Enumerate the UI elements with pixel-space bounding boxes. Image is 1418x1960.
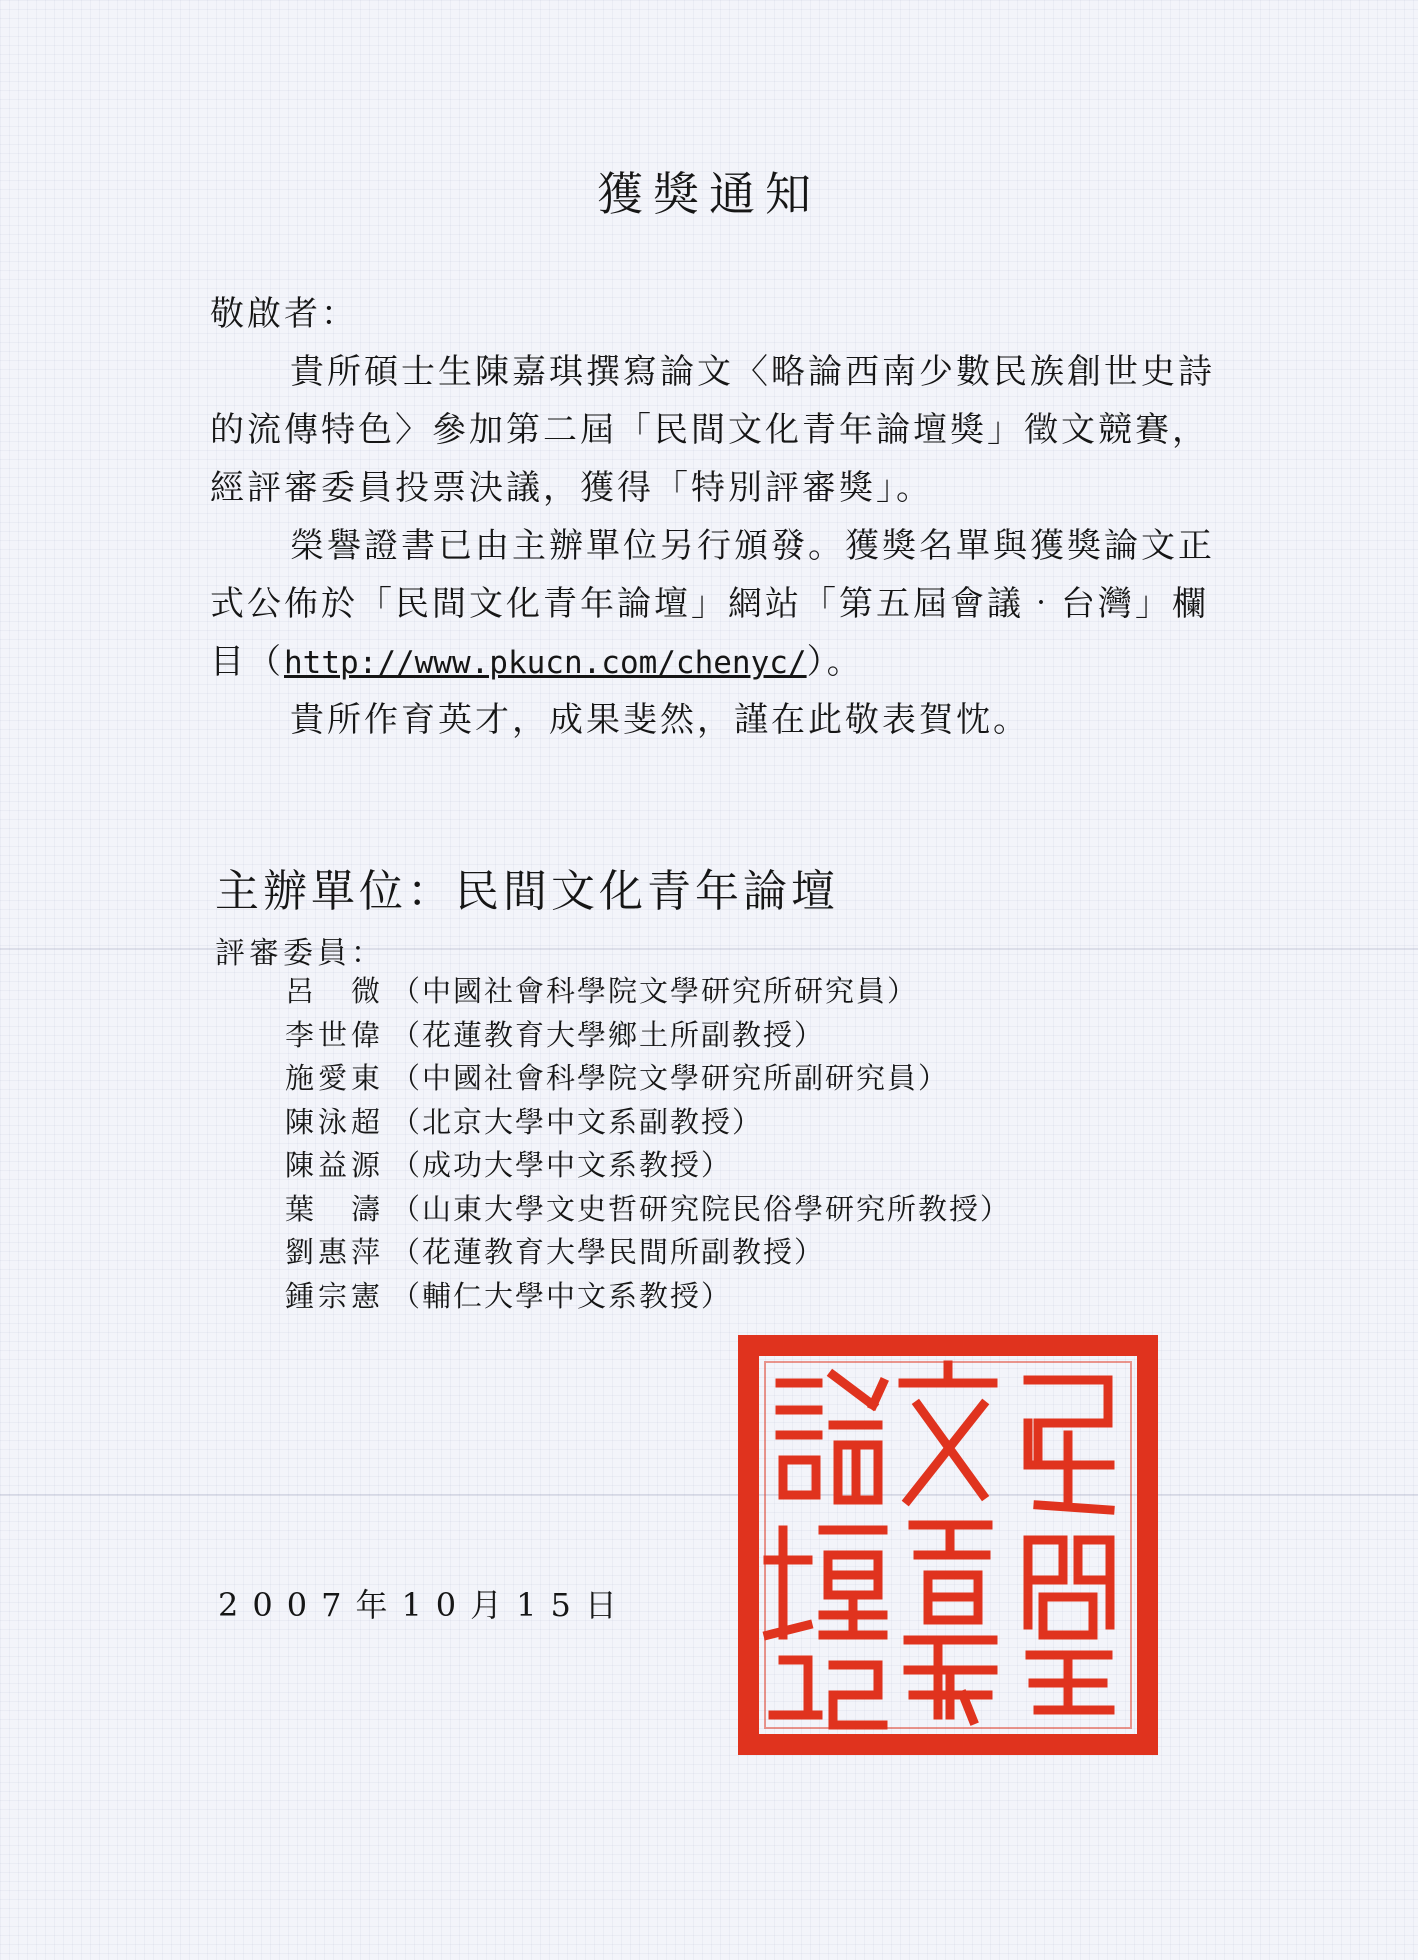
website-link[interactable]: http://www.pkucn.com/chenyc/ xyxy=(284,645,807,681)
judge-item xyxy=(285,970,1185,1014)
judge-affiliation: （花蓮教育大學民間所副教授） xyxy=(391,1235,826,1269)
paragraph-publication-text: 榮譽證書已由主辦單位另行頒發。獲獎名單與獲獎論文正式公佈於「民間文化青年論壇」網站「第五屆會議‧台灣」欄目（ xyxy=(210,526,1215,682)
judge-name: 劉惠萍 xyxy=(285,1235,385,1269)
organizer-label: 主辦單位： xyxy=(215,866,455,917)
paragraph-publication xyxy=(210,517,1220,692)
judge-item xyxy=(285,1188,1185,1232)
organizer-seal-stamp xyxy=(738,1335,1158,1755)
judges-label: 評審委員： xyxy=(215,936,385,971)
judge-name: 李世偉 xyxy=(285,1017,385,1052)
paragraph-award-text: 貴所碩士生陳嘉琪撰寫論文〈略論西南少數民族創世史詩的流傳特色〉參加第二屆「民間文化青年論壇獎」徵文競賽，經評審委員投票決議，獲得「特別評審獎」。 xyxy=(210,352,1215,508)
salutation: 敬啟者： xyxy=(210,294,358,334)
judge-name: 施愛東 xyxy=(285,1061,385,1095)
judge-affiliation: （中國社會科學院文學研究所副研究員） xyxy=(391,1061,950,1095)
judge-affiliation: （花蓮教育大學鄉土所副教授） xyxy=(391,1017,826,1052)
judge-name: 呂 微 xyxy=(285,974,385,1008)
judge-item xyxy=(285,1014,1185,1058)
organizer xyxy=(215,855,839,919)
judge-name: 葉 濤 xyxy=(285,1191,385,1226)
judge-affiliation: （成功大學中文系教授） xyxy=(391,1148,733,1182)
paragraph-congratulation: 貴所作育英才，成果斐然，謹在此敬表賀忱。 xyxy=(290,700,1030,740)
judge-name: 鍾宗憲 xyxy=(285,1278,385,1313)
judge-affiliation: （輔仁大學中文系教授） xyxy=(391,1278,733,1313)
issue-date: 2007年10月15日 xyxy=(218,1586,631,1624)
judge-affiliation: （北京大學中文系副教授） xyxy=(391,1104,764,1139)
judge-item xyxy=(285,1231,1185,1275)
fold-line xyxy=(0,1494,1418,1496)
organizer-name: 民間文化青年論壇 xyxy=(455,866,839,917)
judge-name: 陳益源 xyxy=(285,1148,385,1182)
paragraph-award xyxy=(210,343,1220,517)
judge-affiliation: （中國社會科學院文學研究所研究員） xyxy=(391,974,919,1008)
judges-list xyxy=(285,970,1185,1318)
paragraph-publication-end: ）。 xyxy=(806,642,864,682)
judge-item xyxy=(285,1101,1185,1145)
judge-item xyxy=(285,1057,1185,1101)
notice-title: 獲獎通知 xyxy=(597,167,821,221)
judge-affiliation: （山東大學文史哲研究院民俗學研究所教授） xyxy=(391,1191,1012,1226)
fold-line xyxy=(0,948,1418,950)
judge-item xyxy=(285,1144,1185,1188)
judge-name: 陳泳超 xyxy=(285,1104,385,1139)
judge-item xyxy=(285,1275,1185,1319)
